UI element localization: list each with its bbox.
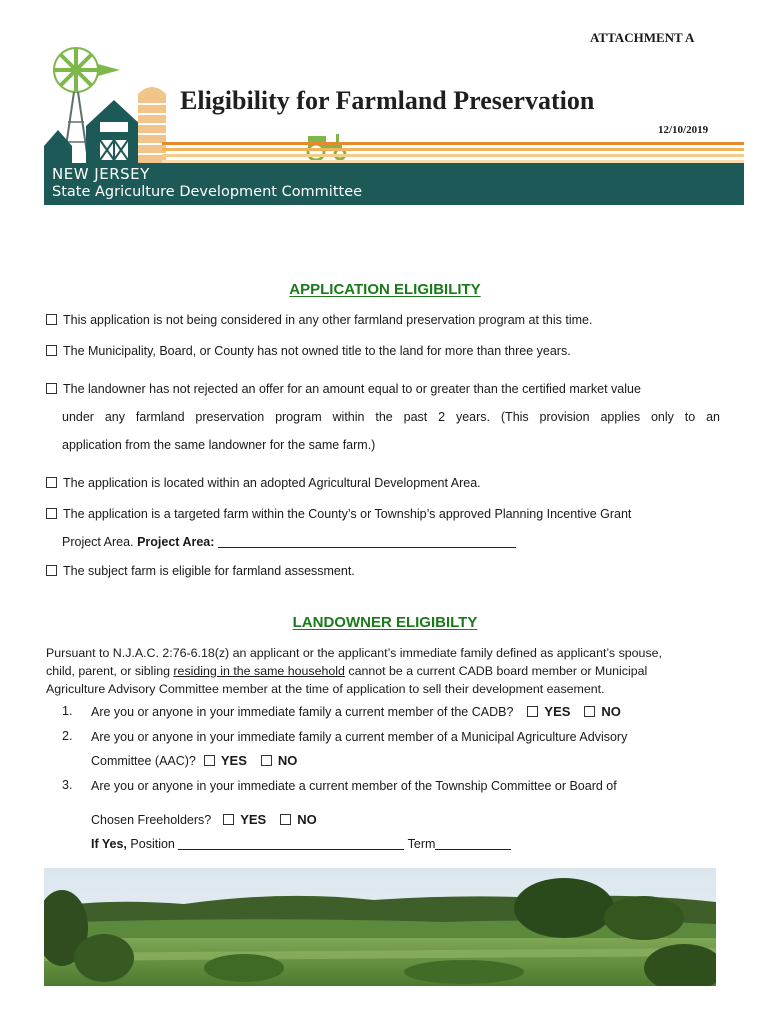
question-3: Are you or anyone in your immediate a current member of the Township Committee or Board of (91, 779, 617, 793)
checkbox[interactable] (46, 508, 57, 519)
project-area-input[interactable] (218, 535, 516, 548)
term-label: Term (407, 837, 436, 851)
intro-part: child, parent, or sibling (46, 664, 174, 678)
checklist-item (46, 475, 481, 491)
no-checkbox[interactable] (280, 814, 291, 825)
farm-logo (40, 42, 170, 167)
intro-part: cannot be a current CADB board member or Municipal (344, 664, 648, 678)
yes-checkbox[interactable] (223, 814, 234, 825)
term-input[interactable] (435, 837, 511, 850)
page-title: Eligibility for Farmland Preservation (180, 86, 595, 115)
checkbox[interactable] (46, 345, 57, 356)
landowner-eligibility-heading (0, 614, 770, 631)
heading-text: APPLICATION ELIGIBILITY (289, 281, 481, 298)
no-checkbox[interactable] (261, 755, 272, 766)
heading-text: LANDOWNER ELIGIBILTY (292, 614, 478, 631)
yes-label: YES (240, 812, 267, 827)
stripe (162, 142, 744, 145)
checklist-text: The Municipality, Board, or County has not owned title to the land for more than three years. (63, 344, 571, 358)
yes-checkbox[interactable] (204, 755, 215, 766)
question-number: 1. (62, 704, 73, 718)
project-area-text: Project Area. (62, 535, 134, 549)
intro-text (46, 663, 647, 679)
intro-text: Pursuant to N.J.A.C. 2:76-6.18(z) an applicant or the applicant’s immediate family defined as applicant’s spouse, (46, 646, 662, 660)
no-label: NO (277, 753, 298, 768)
intro-text: Agriculture Advisory Committee member at the time of application to sell their development easement. (46, 682, 605, 696)
position-input[interactable] (178, 837, 404, 850)
checkbox[interactable] (46, 565, 57, 576)
intro-underlined: residing in the same household (173, 664, 345, 678)
yes-checkbox[interactable] (527, 706, 538, 717)
checklist-text-continued: application from the same landowner for the same farm.) (62, 438, 376, 452)
stripe (162, 154, 744, 157)
question-number: 2. (62, 729, 73, 743)
question-text: Chosen Freeholders? (91, 813, 212, 827)
application-eligibility-heading (0, 281, 770, 298)
checklist-text: The subject farm is eligible for farmland assessment. (63, 564, 355, 578)
no-label: NO (297, 812, 317, 827)
farmland-photo (44, 868, 716, 986)
if-yes-label: If Yes, (91, 837, 127, 851)
position-label: Position (130, 837, 175, 851)
question-2-continued (91, 753, 297, 769)
if-yes-line (91, 836, 511, 852)
no-checkbox[interactable] (584, 706, 595, 717)
project-area-label: Project Area: (137, 535, 215, 549)
checkbox[interactable] (46, 383, 57, 394)
yes-label: YES (220, 753, 247, 768)
question-2: Are you or anyone in your immediate family a current member of a Municipal Agriculture Advisory (91, 730, 628, 744)
no-label: NO (601, 704, 621, 719)
checklist-text: The application is located within an adopted Agricultural Development Area. (63, 476, 481, 490)
checklist-item (46, 563, 355, 579)
agency-banner (44, 163, 744, 205)
checklist-text-continued: under any farmland preservation program within the past 2 years. (This provision applies only to an (62, 410, 720, 424)
checklist-item (46, 343, 571, 359)
checkbox[interactable] (46, 477, 57, 488)
question-text: Are you or anyone in your immediate family a current member of the CADB? (91, 705, 514, 719)
checkbox[interactable] (46, 314, 57, 325)
checklist-item (46, 506, 631, 522)
project-area-line (62, 534, 516, 550)
checklist-text: This application is not being considered in any other farmland preservation program at this time. (63, 313, 593, 327)
checklist-item (46, 381, 641, 397)
checklist-text: The application is a targeted farm within the County’s or Township’s approved Planning Incentive Grant (63, 507, 632, 521)
question-3-continued (91, 812, 317, 828)
checklist-item (46, 312, 592, 328)
banner-state: NEW JERSEY (52, 165, 150, 183)
document-date: 12/10/2019 (658, 124, 709, 136)
attachment-label: ATTACHMENT A (590, 30, 695, 45)
stripe (162, 148, 744, 151)
question-number: 3. (62, 778, 73, 792)
question-text: Committee (AAC)? (91, 754, 196, 768)
question-1 (91, 704, 621, 720)
banner-agency: State Agriculture Development Committee (52, 184, 363, 200)
barn-icon (44, 100, 142, 163)
yes-label: YES (544, 704, 571, 719)
checklist-text: The landowner has not rejected an offer for an amount equal to or greater than the certified market value (63, 382, 641, 396)
